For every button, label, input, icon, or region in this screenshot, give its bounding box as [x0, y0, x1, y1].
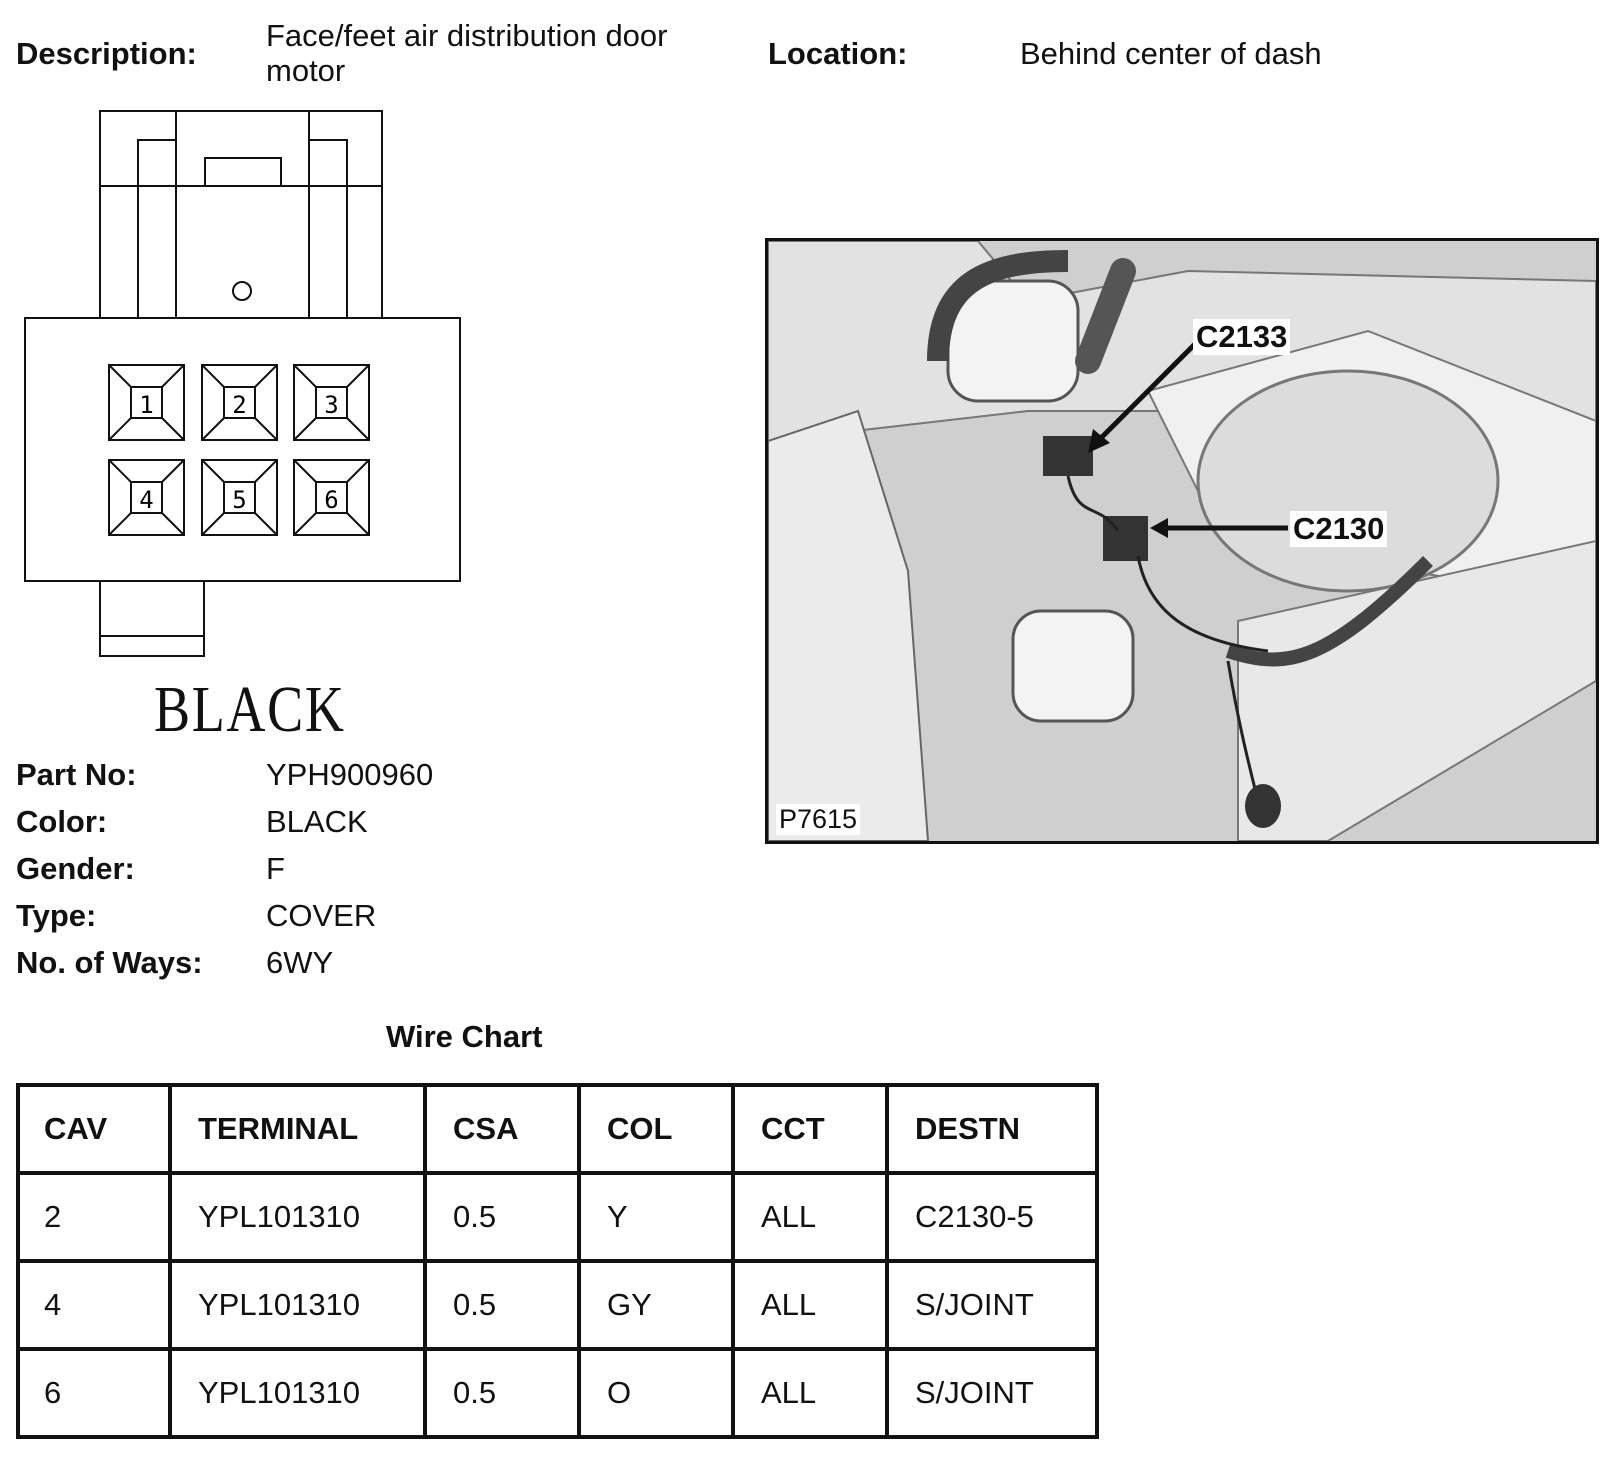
description-line-2: motor	[266, 53, 346, 88]
table-row	[18, 1349, 1097, 1437]
spec-value: BLACK	[266, 804, 368, 839]
pin-number: 4	[139, 486, 154, 514]
description-label: Description:	[16, 36, 197, 71]
table-cell: O	[579, 1349, 733, 1437]
table-cell: S/JOINT	[887, 1261, 1097, 1349]
spec-label: Gender:	[16, 851, 135, 886]
spec-label: Type:	[16, 898, 97, 933]
description-value	[266, 18, 668, 88]
pin-number: 1	[139, 391, 154, 419]
pin-number: 5	[232, 486, 247, 514]
spec-value: F	[266, 851, 285, 886]
location-photo	[765, 238, 1599, 844]
actuator-motor-lower	[1013, 611, 1133, 721]
pin-number: 2	[232, 391, 247, 419]
column-header: CCT	[733, 1085, 887, 1173]
callout-c2133: C2133	[1193, 319, 1290, 355]
pin-cell	[109, 460, 184, 535]
photo-id: P7615	[776, 804, 860, 835]
pin-cell	[109, 365, 184, 440]
location-value: Behind center of dash	[1020, 36, 1322, 71]
spec-label: No. of Ways:	[16, 945, 203, 980]
connector-face-diagram	[20, 108, 470, 663]
description-line-1: Face/feet air distribution door	[266, 18, 668, 53]
table-cell: 0.5	[425, 1173, 579, 1261]
table-cell: 0.5	[425, 1261, 579, 1349]
ground-terminal	[1245, 784, 1281, 828]
location-label: Location:	[768, 36, 908, 71]
table-cell: ALL	[733, 1349, 887, 1437]
connector-dot-marker	[233, 282, 251, 300]
wire-chart-table	[16, 1083, 1099, 1439]
table-cell: 2	[18, 1173, 170, 1261]
connector-main-body	[25, 318, 460, 581]
spec-label: Color:	[16, 804, 108, 839]
pin-cell	[294, 460, 369, 535]
table-cell: GY	[579, 1261, 733, 1349]
pin-number: 3	[324, 391, 339, 419]
table-cell: YPL101310	[170, 1173, 425, 1261]
connector-upper-housing	[100, 111, 382, 318]
pin-cells	[109, 365, 369, 535]
table-cell: ALL	[733, 1173, 887, 1261]
table-cell: C2130-5	[887, 1173, 1097, 1261]
spec-label: Part No:	[16, 757, 137, 792]
blower-wheel	[1198, 371, 1498, 591]
table-cell: S/JOINT	[887, 1349, 1097, 1437]
spec-value: YPH900960	[266, 757, 434, 792]
table-row	[18, 1173, 1097, 1261]
table-cell: YPL101310	[170, 1349, 425, 1437]
column-header: TERMINAL	[170, 1085, 425, 1173]
pin-cell	[202, 365, 277, 440]
pin-cell	[202, 460, 277, 535]
table-cell: 6	[18, 1349, 170, 1437]
connector-c2133-body	[1043, 436, 1093, 476]
column-header: DESTN	[887, 1085, 1097, 1173]
wire-chart-title: Wire Chart	[386, 1019, 543, 1054]
table-cell: Y	[579, 1173, 733, 1261]
spec-value: COVER	[266, 898, 377, 933]
pin-number: 6	[324, 486, 339, 514]
connector-lower-tab	[100, 581, 204, 656]
table-cell: YPL101310	[170, 1261, 425, 1349]
connector-left-latch	[138, 140, 176, 318]
wire-chart-body	[18, 1173, 1097, 1437]
pin-cell	[294, 365, 369, 440]
connector-right-latch	[309, 140, 347, 318]
callout-c2130: C2130	[1290, 511, 1387, 547]
wire-chart-header-row	[18, 1085, 1097, 1173]
table-row	[18, 1261, 1097, 1349]
column-header: COL	[579, 1085, 733, 1173]
table-cell: ALL	[733, 1261, 887, 1349]
table-cell: 0.5	[425, 1349, 579, 1437]
connector-color-caption: BLACK	[154, 673, 346, 746]
spec-value: 6WY	[266, 945, 334, 980]
connector-key-slot	[205, 158, 281, 186]
column-header: CAV	[18, 1085, 170, 1173]
column-header: CSA	[425, 1085, 579, 1173]
table-cell: 4	[18, 1261, 170, 1349]
location-photo-illustration	[768, 241, 1596, 841]
